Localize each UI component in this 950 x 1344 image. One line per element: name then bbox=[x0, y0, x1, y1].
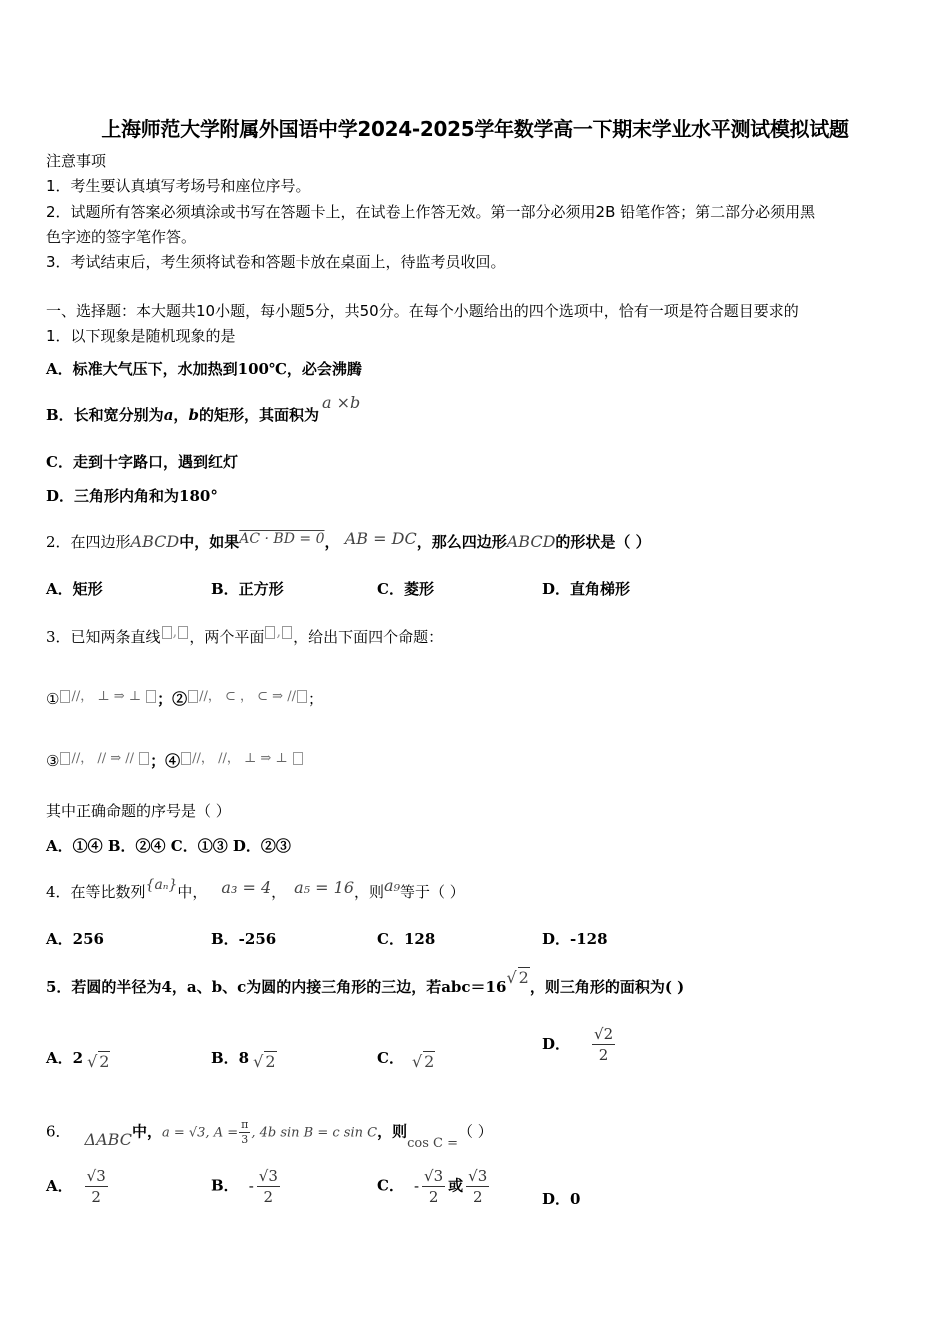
q1-b-pre: B．长和宽分别为 bbox=[46, 406, 164, 424]
q3-pre: 3．已知两条直线 bbox=[46, 628, 161, 646]
q3-mid: ，两个平面 bbox=[189, 628, 265, 646]
q6-num: 6． bbox=[46, 1122, 71, 1141]
q4-option-a: A．256 bbox=[46, 930, 104, 948]
q2-mid2: ，那么四边形 bbox=[416, 533, 507, 551]
q4-seq: {aₙ} bbox=[145, 877, 178, 893]
q3-p4-label: ；④ bbox=[150, 752, 181, 770]
q4-mid2: ，则 bbox=[354, 883, 385, 901]
q1-option-a: A．标准大气压下，水加热到100℃，必会沸腾 bbox=[46, 360, 362, 378]
q5-pre: 5．若圆的半径为4，a、b、c为圆的内接三角形的三边，若abc＝16 bbox=[46, 978, 507, 996]
q1-b-var-b: b bbox=[188, 406, 199, 424]
q3-p4: //， //， ⊥ ⇒ ⊥ bbox=[192, 751, 292, 766]
q4-pre: 4．在等比数列 bbox=[46, 883, 146, 901]
q3-post: ，给出下面四个命题： bbox=[293, 628, 444, 646]
q3-p1-label: ① bbox=[46, 690, 60, 708]
q5-option-c: C． √ 2 bbox=[377, 1049, 435, 1071]
notice-item-2: 2．试题所有答案必须填涂或书写在答题卡上，在试卷上作答无效。第一部分必须用2B 铅笔作答；第二部分必须用黑 bbox=[46, 203, 816, 221]
q1-stem: 1．以下现象是随机现象的是 bbox=[46, 327, 236, 345]
q2-abcd-1: ABCD bbox=[130, 532, 180, 551]
q6-option-b: B． - $\frac{√3}{2}$ bbox=[211, 1167, 278, 1206]
q4-mid1: 中， bbox=[177, 883, 208, 901]
q6-option-d: D．0 bbox=[542, 1190, 581, 1208]
q6-option-a: A． $\frac{√3}{2}$ bbox=[46, 1167, 106, 1206]
q4-a3: a₃ = 4 bbox=[221, 878, 272, 897]
q6-stem bbox=[46, 1118, 493, 1151]
q4-option-b: B．-256 bbox=[211, 930, 277, 948]
q3-options: A．①④ B．②④ C．①③ D．②③ bbox=[46, 837, 291, 855]
q3-p1: //， ⊥ ⇒ ⊥ bbox=[71, 689, 146, 704]
q5-post: ，则三角形的面积为( ) bbox=[529, 978, 685, 996]
q2-vector-condition: AC · BD = 0 bbox=[239, 531, 325, 547]
q5-option-a: A．2 √ 2 bbox=[46, 1049, 110, 1071]
q6-mid2: ，则 bbox=[377, 1122, 408, 1141]
notice-item-2-cont: 色字迹的签字笔作答。 bbox=[46, 228, 197, 246]
q1-b-var-a: a bbox=[163, 406, 174, 424]
q6-cond-b: , 4b sin B = c sin C bbox=[251, 1125, 378, 1141]
q5-rad: 2 bbox=[518, 968, 529, 987]
notice-heading: 注意事项 bbox=[46, 152, 107, 170]
q2-abcd-2: ABCD bbox=[506, 532, 556, 551]
q4-stem bbox=[46, 876, 465, 903]
q2-option-d: D．直角梯形 bbox=[542, 580, 631, 598]
q6-mid1: 中， bbox=[131, 1122, 162, 1141]
q4-a9: a₉ bbox=[384, 876, 400, 895]
q2-comma: ， bbox=[324, 533, 340, 551]
q3-propositions-34 bbox=[46, 751, 304, 773]
q3-propositions-12 bbox=[46, 689, 323, 711]
q4-a5: a₅ = 16 bbox=[294, 878, 355, 897]
q4-post: 等于（ ） bbox=[400, 883, 465, 901]
q5-option-b: B．8 √ 2 bbox=[211, 1049, 276, 1071]
page-title: 上海师范大学附属外国语中学2024-2025学年数学高一下期末学业水平测试模拟试题 bbox=[101, 117, 849, 141]
q6-option-c: C． - $\frac{√3}{2}$ 或 $\frac{√3}{2}$ bbox=[377, 1167, 488, 1206]
q1-option-c: C．走到十字路口，遇到红灯 bbox=[46, 453, 238, 471]
q3-stem: 3．已知两条直线 , ，两个平面 , ，给出下面四个命题： bbox=[46, 622, 444, 646]
q2-mid1: 中，如果 bbox=[179, 533, 240, 551]
q5-option-d: D． $\frac{√2}{2}$ bbox=[542, 1025, 614, 1064]
q2-post: 的形状是（ ） bbox=[555, 533, 651, 551]
q6-pi: π bbox=[241, 1118, 249, 1131]
q1-b-post: 的矩形，其面积为 bbox=[198, 406, 319, 424]
q3-end-1: ； bbox=[307, 690, 323, 708]
q2-option-c: C．菱形 bbox=[377, 580, 434, 598]
q1-b-expr: a ×b bbox=[321, 393, 361, 412]
notice-item-1: 1．考生要认真填写考场号和座位序号。 bbox=[46, 177, 311, 195]
q2-pre: 2．在四边形 bbox=[46, 533, 131, 551]
q1-option-d: D．三角形内角和为180° bbox=[46, 487, 218, 505]
q6-triangle: ΔABC bbox=[84, 1129, 132, 1149]
q2-equal-condition: AB = DC bbox=[344, 529, 417, 548]
section-heading: 一、选择题：本大题共10小题，每小题5分，共50分。在每个小题给出的四个选项中，恰有一项是符合题目要求的 bbox=[46, 302, 799, 320]
q4-option-c: C．128 bbox=[377, 930, 436, 948]
q3-p2: //， ⊂ ， ⊂ ⇒ // bbox=[199, 689, 296, 704]
q6-post: （ ） bbox=[457, 1122, 493, 1141]
q4-comma: ， bbox=[271, 883, 287, 901]
q3-ask: 其中正确命题的序号是（ ） bbox=[46, 802, 231, 820]
q2-option-b: B．正方形 bbox=[211, 580, 284, 598]
q3-p3: //， // ⇒ // bbox=[71, 751, 139, 766]
q4-option-d: D．-128 bbox=[542, 930, 608, 948]
q6-cond-a: a = √3, A = bbox=[161, 1125, 239, 1141]
q2-option-a: A．矩形 bbox=[46, 580, 103, 598]
q5-stem: 5．若圆的半径为4，a、b、c为圆的内接三角形的三边，若abc＝16√ 2，则三角形的面积为( ) bbox=[46, 968, 685, 996]
q1-b-comma: ， bbox=[173, 406, 189, 424]
q6-three: 3 bbox=[241, 1133, 249, 1146]
q2-stem bbox=[46, 529, 651, 553]
q3-p3-label: ③ bbox=[46, 752, 60, 770]
q6-cos: cos C = bbox=[407, 1135, 458, 1151]
notice-item-3: 3．考试结束后，考生须将试卷和答题卡放在桌面上，待监考员收回。 bbox=[46, 253, 506, 271]
q1-option-b bbox=[46, 393, 361, 425]
q3-p2-label: ；② bbox=[157, 690, 188, 708]
